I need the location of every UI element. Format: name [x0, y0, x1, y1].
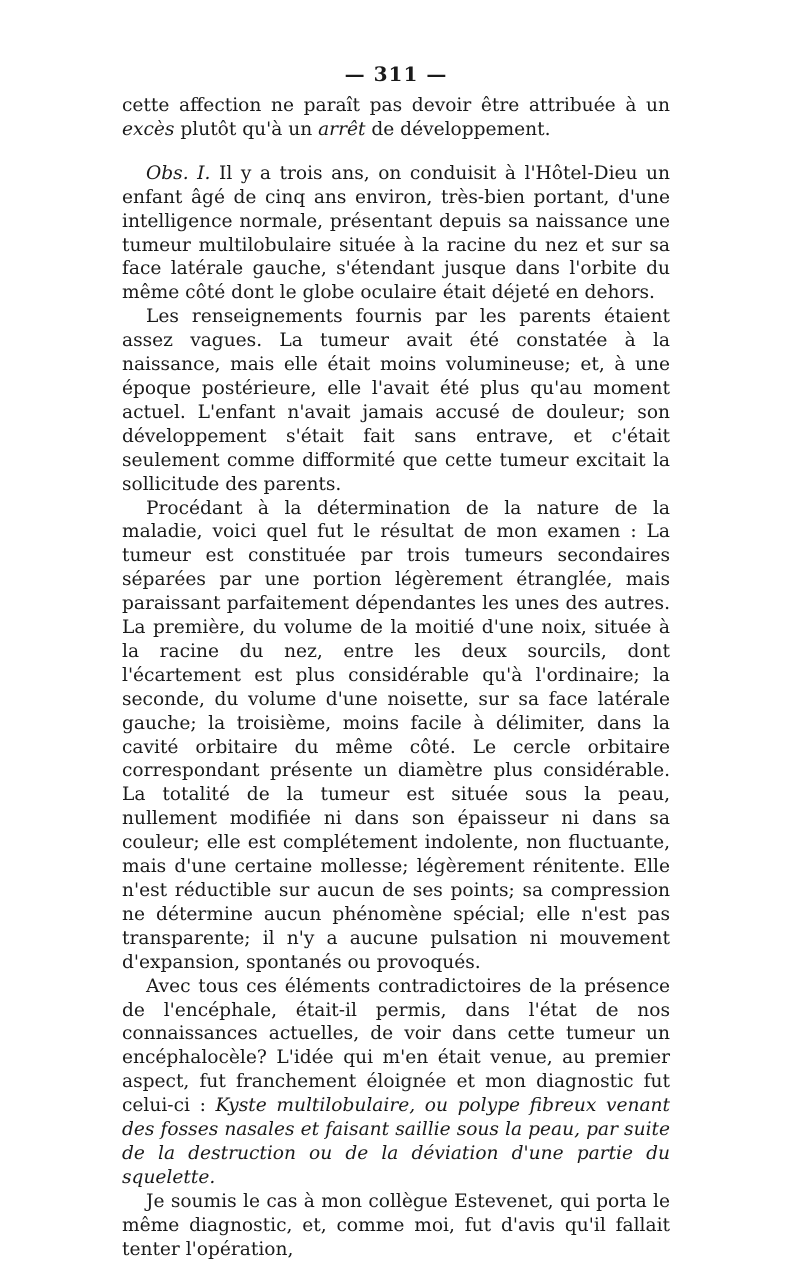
text-run: cette affection ne paraît pas devoir être attribuée à un	[122, 95, 670, 116]
observation-label: Obs. I.	[146, 162, 211, 184]
text-run: Avec tous ces éléments contradictoires de la présence de l'encéphale, était-il permis, dans l'état de nos connaissances actuelles, de voir dans cette tumeur un encéphalocèle? L'idée qui m'en était venue, au premier aspect, fut franchement éloignée et mon diagnostic fut celui-ci :	[122, 975, 670, 1117]
text-run: Il y a trois ans, on conduisit à l'Hôtel-Dieu un enfant âgé de cinq ans environ, très-bien portant, d'une intelligence normale, présentant depuis sa naissance une tumeur multilobulaire située à la racine du nez et sur sa face latérale gauche, s'étendant jusque dans l'orbite du même côté dont le globe oculaire était déjeté en dehors.	[122, 162, 671, 304]
text-run: plutôt qu'à un	[174, 118, 319, 140]
paragraph-observation	[122, 162, 670, 305]
paragraph-history: Les renseignements fournis par les parents étaient assez vagues. La tumeur avait été constatée à la naissance, mais elle était moins volumineuse; et, à une époque postérieure, elle l'avait été plus qu'au moment actuel. L'enfant n'avait jamais accusé de douleur; son développement s'était fait sans entrave, et c'était seulement comme difformité que cette tumeur excitait la sollicitude des parents.	[122, 306, 670, 495]
italic-text: arrêt	[318, 118, 366, 140]
italic-text: excès	[122, 118, 175, 140]
text-run: de développement.	[365, 118, 551, 140]
paragraph-colleague: Je soumis le cas à mon collègue Estevenet, qui porta le même diagnostic, et, comme moi, fut d'avis qu'il fallait tenter l'opération,	[122, 1190, 670, 1260]
page-number: — 311 —	[344, 62, 448, 86]
paragraph-examination: Procédant à la détermination de la nature de la maladie, voici quel fut le résultat de mon examen : La tumeur est constituée par trois tumeurs secondaires séparées par une portion légèrement étranglée, mais paraissant parfaitement dépendantes les unes des autres. La première, du volume de la moitié d'une noix, située à la racine du nez, entre les deux sourcils, dont l'écartement est plus considérable qu'à l'ordinaire; la seconde, du volume d'une noisette, sur sa face latérale gauche; la troisième, moins facile à délimiter, dans la cavité orbitaire du même côté. Le cercle orbitaire correspondant présente un diamètre plus considérable. La totalité de la tumeur est située sous la peau, nullement modifiée ni dans son épaisseur ni dans sa couleur; elle est complétement indolente, non fluctuante, mais d'une certaine mollesse; légèrement rénitente. Elle n'est réductible sur aucun de ses points; sa compression ne détermine aucun phénomène spécial; elle n'est pas transparente; il n'y a aucune pulsation ni mouvement d'expansion, spontanés ou provoqués.	[122, 497, 670, 973]
diagnosis-italic: Kyste multilobulaire, ou polype fibreux venant des fosses nasales et faisant saillie sous la peau, par suite de la destruction ou de la déviation d'une partie du squelette.	[122, 1095, 670, 1188]
paragraph-diagnosis	[122, 975, 670, 1190]
paragraph-continuation	[122, 94, 670, 142]
